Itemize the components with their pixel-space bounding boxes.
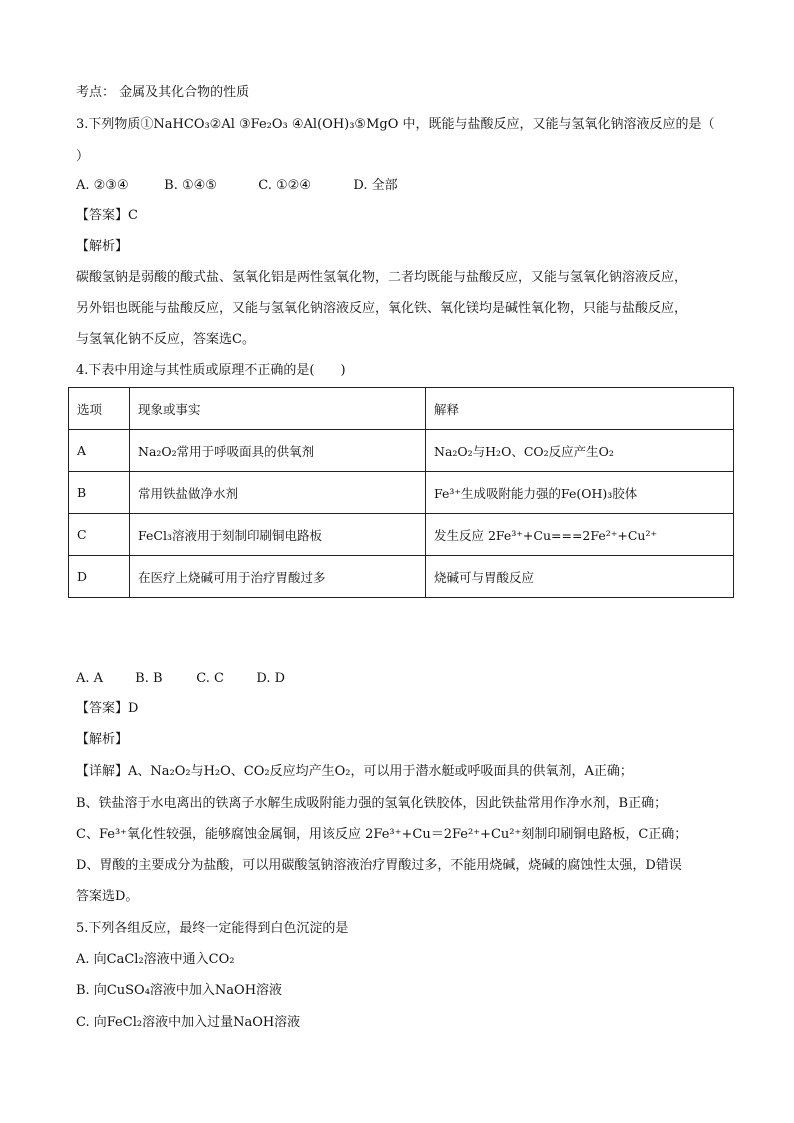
q3-option-d: D. 全部 <box>353 178 398 193</box>
q4-answer: 【答案】D <box>76 701 139 716</box>
table-cell: D <box>69 556 130 598</box>
q5-option-a: A. 向CaCl₂溶液中通入CO₂ <box>76 952 235 967</box>
q4-analysis-line: 【详解】A、Na₂O₂与H₂O、CO₂反应均产生O₂，可以用于潜水艇或呼吸面具的供氧剂，A正确； <box>76 764 633 779</box>
table-cell: 常用铁盐做净水剂 <box>130 472 426 514</box>
q4-options <box>76 670 285 688</box>
q4-analysis-line: D、胃酸的主要成分为盐酸，可以用碳酸氢钠溶液治疗胃酸过多，不能用烧碱，烧碱的腐蚀性太强，D错误 <box>76 858 682 873</box>
table-cell: A <box>69 430 130 472</box>
kaodian-line: 考点： 金属及其化合物的性质 <box>76 85 250 100</box>
q3-answer: 【答案】C <box>76 208 138 223</box>
table-cell: Fe³⁺生成吸附能力强的Fe(OH)₃胶体 <box>426 472 734 514</box>
table-cell: Na₂O₂与H₂O、CO₂反应产生O₂ <box>426 430 734 472</box>
q3-option-a: A. ②③④ <box>76 178 129 193</box>
q3-stem-line1: 3.下列物质①NaHCO₃②Al ③Fe₂O₃ ④Al(OH)₃⑤MgO 中，既能与盐酸反应，又能与氢氧化钠溶液反应的是（ <box>76 117 715 132</box>
q5-option-b: B. 向CuSO₄溶液中加入NaOH溶液 <box>76 983 283 998</box>
q3-options <box>76 177 398 195</box>
table-header-cell: 现象或事实 <box>130 388 426 430</box>
table-row <box>69 472 734 514</box>
q5-stem: 5.下列各组反应，最终一定能得到白色沉淀的是 <box>76 921 349 936</box>
q4-table <box>68 387 734 598</box>
q4-analysis-line: 答案选D。 <box>76 889 139 904</box>
q4-option-c: C. C <box>196 671 224 686</box>
table-cell: Na₂O₂常用于呼吸面具的供氧剂 <box>130 430 426 472</box>
q4-stem: 4.下表中用途与其性质或原理不正确的是( ) <box>76 363 346 378</box>
table-header-row <box>69 388 734 430</box>
q4-analysis-line: B、铁盐溶于水电离出的铁离子水解生成吸附能力强的氢氧化铁胶体，因此铁盐常用作净水剂，B正确； <box>76 796 668 811</box>
q5-option-c: C. 向FeCl₂溶液中加入过量NaOH溶液 <box>76 1015 301 1030</box>
q3-analysis-line: 另外铝也既能与盐酸反应，又能与氢氧化钠溶液反应，氧化铁、氧化镁均是碱性氧化物，只能与盐酸反应， <box>76 301 688 316</box>
table-header-cell: 解释 <box>426 388 734 430</box>
q4-analysis-line: C、Fe³⁺氧化性较强，能够腐蚀金属铜，用该反应 2Fe³⁺+Cu＝2Fe²⁺+Cu²⁺刻制印刷铜电路板，C正确； <box>76 827 688 842</box>
q3-option-b: B. ①④⑤ <box>164 178 217 193</box>
q3-analysis-label: 【解析】 <box>76 239 129 254</box>
q4-option-b: B. B <box>135 671 163 686</box>
table-cell: 发生反应 2Fe³⁺+Cu===2Fe²⁺+Cu²⁺ <box>426 514 734 556</box>
table-cell: 烧碱可与胃酸反应 <box>426 556 734 598</box>
q3-stem-line2: ） <box>76 149 90 164</box>
q4-option-a: A. A <box>76 671 104 686</box>
table-cell: 在医疗上烧碱可用于治疗胃酸过多 <box>130 556 426 598</box>
q3-analysis-line: 碳酸氢钠是弱酸的酸式盐、氢氧化铝是两性氢氧化物，二者均既能与盐酸反应，又能与氢氧化钠溶液反应， <box>76 270 688 285</box>
table-cell: C <box>69 514 130 556</box>
q3-option-c: C. ①②④ <box>258 178 311 193</box>
q3-analysis-line: 与氢氧化钠不反应，答案选C。 <box>76 332 255 347</box>
table-cell: B <box>69 472 130 514</box>
table-row <box>69 430 734 472</box>
q4-option-d: D. D <box>256 671 286 686</box>
q4-analysis-label: 【解析】 <box>76 732 129 747</box>
table-row <box>69 556 734 598</box>
table-header-cell: 选项 <box>69 388 130 430</box>
table-row <box>69 514 734 556</box>
table-cell: FeCl₃溶液用于刻制印刷铜电路板 <box>130 514 426 556</box>
